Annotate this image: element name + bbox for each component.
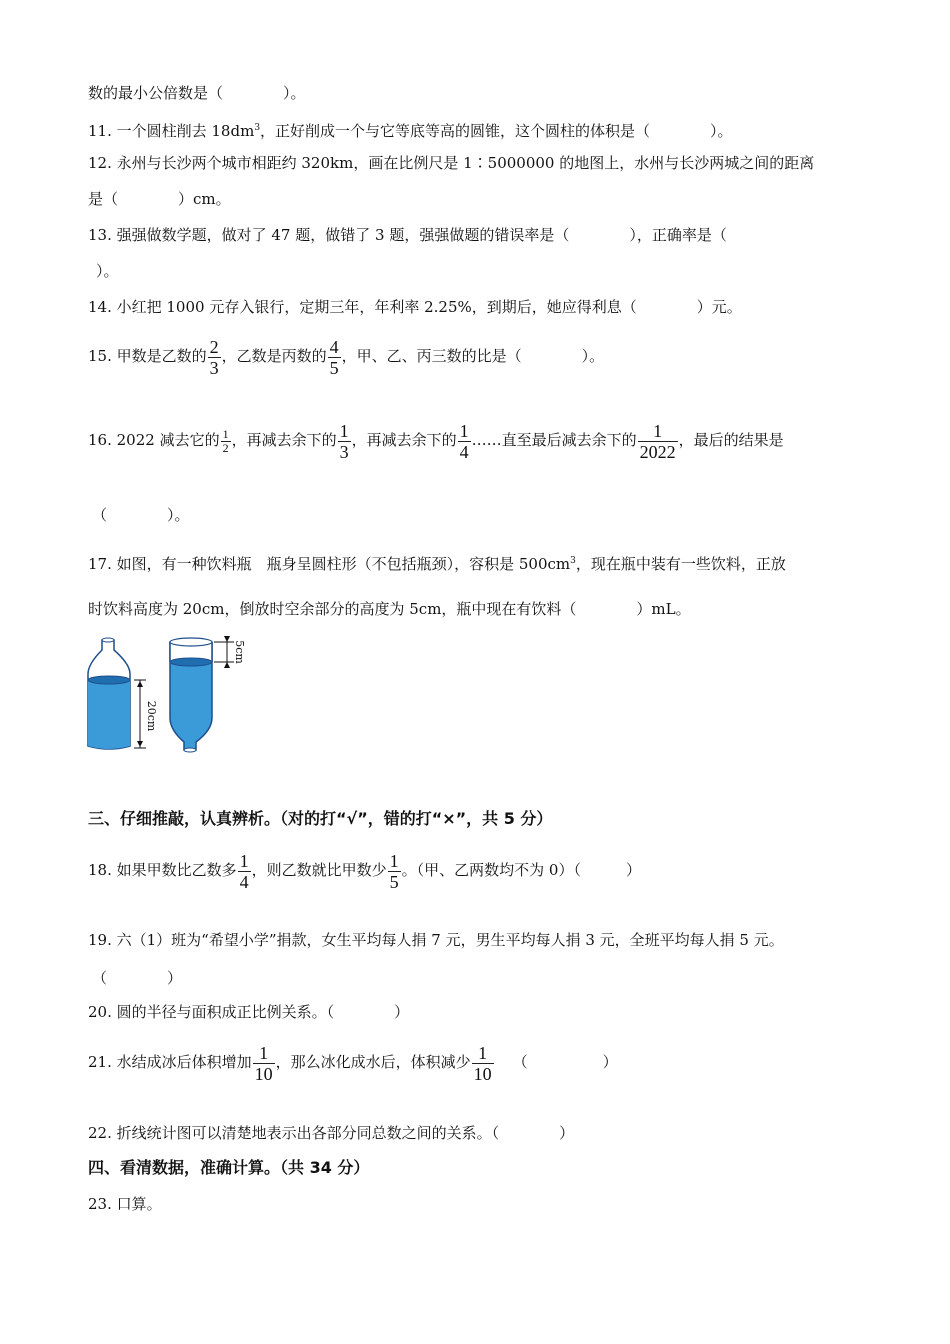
fraction-2-3: $\frac{2}{3}$	[209, 336, 219, 378]
q14: 14. 小红把 1000 元存入银行，定期三年，年利率 2.25%，到期后，她应得利息（ ）元。	[88, 298, 742, 316]
q11: 11. 一个圆柱削去 $18dm^3$，正好削成一个与它等底等高的圆锥，这个圆柱的体积是（ ）。	[88, 122, 733, 140]
q20: 20. 圆的半径与面积成正比例关系。（ ）	[88, 1003, 410, 1021]
q23: 23. 口算。	[88, 1195, 162, 1213]
inverted-bottle	[170, 638, 212, 752]
q21: 21. 水结成冰后体积增加 $\frac{1}{10}$ ，那么冰化成水后，体积减少 $\frac{1}{10}$ （ ）	[88, 1042, 618, 1084]
q17-line1: 17. 如图，有一种饮料瓶 瓶身呈圆柱形（不包括瓶颈），容积是 $500cm^3$，现在瓶中装有一些饮料，正放	[88, 555, 786, 573]
q22: 22. 折线统计图可以清楚地表示出各部分同总数之间的关系。（ ）	[88, 1124, 575, 1142]
dimension-5cm	[214, 636, 246, 668]
q19-line1: 19. 六（1）班为“希望小学”捐款，女生平均每人捐 7 元，男生平均每人捐 3 元，全班平均每人捐 5 元。	[88, 931, 784, 949]
q13-line1: 13. 强强做数学题，做对了 47 题，做错了 3 题，强强做题的错误率是（ ），正确率是（	[88, 226, 727, 244]
section-3-heading: 三、仔细推敲，认真辨析。（对的打“√”，错的打“×”，共 5 分）	[88, 809, 553, 828]
q17-line2: 时饮料高度为 20cm，倒放时空余部分的高度为 5cm，瓶中现在有饮料（ ）mL。	[88, 600, 691, 618]
q13-line2: ）。	[96, 262, 119, 280]
fraction-1-4: $\frac{1}{4}$	[459, 420, 469, 462]
q16-blank: （ ）。	[92, 506, 190, 524]
q18: 18. 如果甲数比乙数多 $\frac{1}{4}$ ，则乙数就比甲数少 $\frac{1}{5}$ 。（甲、乙两数均不为 0）（ ）	[88, 850, 641, 892]
section-4-heading: 四、看清数据，准确计算。（共 34 分）	[88, 1158, 370, 1177]
fraction-1-3: $\frac{1}{3}$	[339, 420, 349, 462]
q10-tail: 数的最小公倍数是（ ）。	[88, 84, 306, 102]
fraction-1-2: $\frac{1}{2}$	[222, 426, 229, 455]
svg-text:5cm: 5cm	[233, 640, 246, 664]
q19-line2: （ ）	[92, 969, 183, 987]
q12-line1: 12. 永州与长沙两个城市相距约 320km，画在比例尺是 1∶5000000 的地图上，水州与长沙两城之间的距离	[88, 154, 815, 172]
q15: 15. 甲数是乙数的 $\frac{2}{3}$ ，乙数是丙数的 $\frac{4}{5}$ ，甲、乙、丙三数的比是（ ）。	[88, 336, 605, 378]
q16: 16. 2022 减去它的 $\frac{1}{2}$ ，再减去余下的 $\frac{1}{3}$ ，再减去余下的 $\frac{1}{4}$ ……直至最后减去余下的 $\frac{1}{2022}$ ，最后的结果是	[88, 420, 784, 462]
bottle-figure	[84, 634, 254, 756]
upright-bottle	[88, 638, 130, 749]
svg-text:20cm: 20cm	[145, 700, 158, 732]
dimension-20cm	[134, 680, 158, 748]
fraction-1-4: $\frac{1}{4}$	[239, 850, 249, 892]
q12-line2: 是（ ）cm。	[88, 190, 231, 208]
fraction-4-5: $\frac{4}{5}$	[329, 336, 339, 378]
fraction-1-10: $\frac{1}{10}$	[254, 1042, 273, 1084]
fraction-1-5: $\frac{1}{5}$	[389, 850, 399, 892]
fraction-1-2022: $\frac{1}{2022}$	[639, 420, 676, 462]
fraction-1-10: $\frac{1}{10}$	[473, 1042, 492, 1084]
